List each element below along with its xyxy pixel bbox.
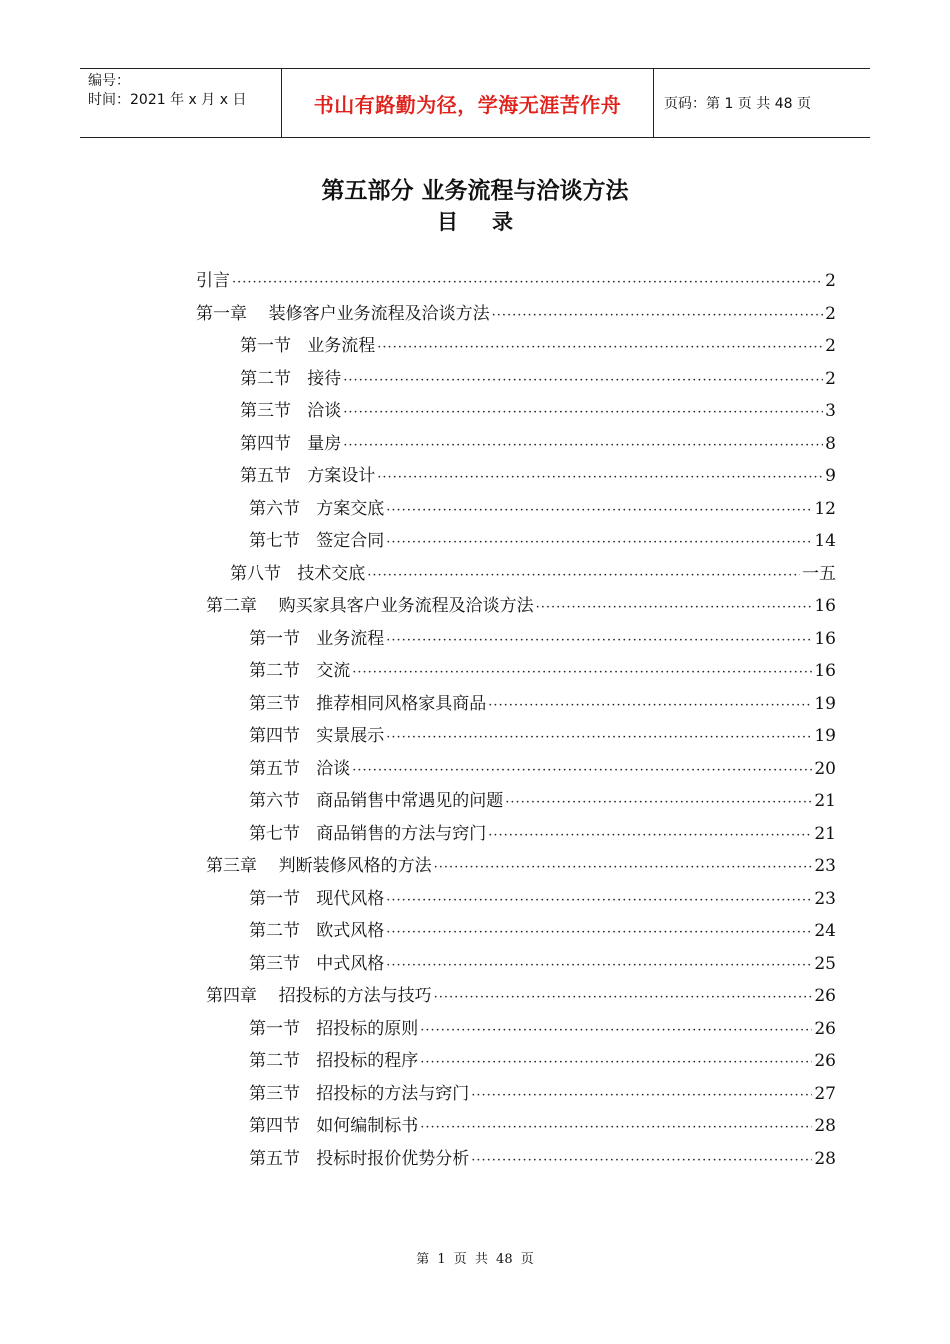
toc-entry-label: 第三章 判断装修风格的方法: [206, 856, 432, 876]
toc-entry-label: 第四节 实景展示: [249, 726, 385, 746]
toc-entry-page: 23: [814, 856, 836, 876]
toc-entry[interactable]: [249, 494, 836, 526]
toc-entry-page: 2: [825, 368, 836, 389]
toc-entry-page: 28: [814, 1148, 836, 1169]
toc-entry-page: 24: [814, 921, 836, 941]
toc-leader-dots: [471, 1088, 812, 1103]
toc-entry-label: 第一节 业务流程: [249, 628, 385, 649]
toc-entry-label: 第三节 洽谈: [240, 401, 342, 421]
toc-entry-page: 8: [825, 433, 836, 454]
page-header: [80, 68, 870, 138]
toc-leader-dots: [471, 1153, 812, 1168]
toc-entry-page: 一五: [802, 563, 836, 584]
toc-entry-page: 19: [814, 693, 836, 714]
toc-entry[interactable]: [249, 1014, 836, 1046]
toc-entry-page: 16: [814, 661, 836, 681]
toc-entry-label: 第七节 签定合同: [249, 531, 385, 551]
toc-leader-dots: [386, 893, 812, 908]
toc-entry[interactable]: [249, 526, 836, 558]
toc-entry-label: 第四章 招投标的方法与技巧: [206, 986, 432, 1006]
toc-entry-label: 第五节 投标时报价优势分析: [249, 1148, 470, 1169]
toc-entry-label: 第二节 招投标的程序: [249, 1051, 419, 1071]
toc-entry-label: 第一节 业务流程: [240, 336, 376, 356]
toc-leader-dots: [343, 405, 823, 420]
toc-entry-label: 第四节 如何编制标书: [249, 1116, 419, 1136]
toc-entry-page: 14: [814, 531, 836, 551]
toc-entry-label: 第二章 购买家具客户业务流程及洽谈方法: [206, 596, 534, 616]
toc-leader-dots: [492, 308, 824, 323]
toc-entry[interactable]: [240, 461, 836, 493]
document-title: 第五部分 业务流程与洽谈方法: [321, 178, 629, 204]
toc-leader-dots: [343, 373, 823, 388]
toc-leader-dots: [420, 1055, 812, 1070]
toc-entry-page: 26: [814, 1018, 836, 1039]
toc-entry-page: 16: [814, 628, 836, 649]
toc-leader-dots: [377, 470, 823, 485]
toc-entry-page: 9: [825, 466, 836, 486]
toc-entry-label: 第五节 方案设计: [240, 466, 376, 486]
toc-entry[interactable]: [249, 624, 836, 656]
toc-leader-dots: [488, 828, 812, 843]
time-label: 时间：2021 年 x 月 x 日: [88, 92, 247, 108]
toc-entry-label: 第三节 推荐相同风格家具商品: [249, 693, 487, 714]
header-meta: [80, 69, 282, 137]
toc-leader-dots: [377, 340, 823, 355]
toc-entry[interactable]: [240, 396, 836, 428]
toc-leader-dots: [536, 600, 813, 615]
toc-entry[interactable]: [249, 656, 836, 688]
toc-entry-label: 第六节 商品销售中常遇见的问题: [249, 791, 504, 811]
toc-entry-page: 23: [814, 888, 836, 909]
toc-entry-page: 26: [814, 986, 836, 1006]
toc-entry-label: 引言: [196, 271, 230, 291]
toc-entry-label: 第二节 接待: [240, 368, 342, 389]
toc-entry-label: 第一章 装修客户业务流程及洽谈方法: [196, 303, 490, 324]
code-label: 编号：: [88, 73, 130, 89]
toc-leader-dots: [352, 763, 812, 778]
toc-entry[interactable]: [249, 754, 836, 786]
toc-entry[interactable]: [196, 299, 836, 331]
toc-entry-page: 27: [814, 1083, 836, 1104]
toc-entry[interactable]: [249, 1079, 836, 1111]
toc-entry[interactable]: [249, 1111, 836, 1143]
toc-entry[interactable]: [240, 429, 836, 461]
toc-entry-page: 28: [814, 1116, 836, 1136]
motto: 书山有路勤为径，学海无涯苦作舟: [313, 92, 622, 117]
toc-entry-label: 第一节 招投标的原则: [249, 1018, 419, 1039]
toc-entry-label: 第二节 交流: [249, 661, 351, 681]
header-motto-cell: [282, 69, 654, 137]
toc-entry-label: 第三节 招投标的方法与窍门: [249, 1083, 470, 1104]
toc-leader-dots: [505, 795, 812, 810]
toc-heading: 目录: [437, 210, 547, 234]
toc-leader-dots: [343, 438, 823, 453]
toc-entry-page: 12: [814, 498, 836, 519]
toc-entry[interactable]: [249, 949, 836, 981]
toc-entry[interactable]: [249, 689, 836, 721]
toc-entry[interactable]: [249, 819, 836, 851]
toc-leader-dots: [434, 860, 813, 875]
toc-entry[interactable]: [249, 884, 836, 916]
toc-entry-page: 2: [825, 336, 836, 356]
toc-entry-label: 第七节 商品销售的方法与窍门: [249, 823, 487, 844]
toc-entry-page: 2: [825, 271, 836, 291]
toc-entry-label: 第六节 方案交底: [249, 498, 385, 519]
toc-entry-page: 20: [814, 758, 836, 779]
toc-leader-dots: [420, 1023, 812, 1038]
toc-entry-label: 第二节 欧式风格: [249, 921, 385, 941]
toc-leader-dots: [386, 633, 812, 648]
toc-entry[interactable]: [249, 1046, 836, 1078]
toc-entry[interactable]: [249, 786, 836, 818]
toc-leader-dots: [386, 958, 812, 973]
toc-entry-page: 19: [814, 726, 836, 746]
toc-entry[interactable]: [249, 916, 836, 948]
toc-leader-dots: [386, 925, 812, 940]
toc-entry-page: 21: [814, 791, 836, 811]
toc-entry-page: 21: [814, 823, 836, 844]
toc-entry-page: 26: [814, 1051, 836, 1071]
toc-leader-dots: [352, 665, 812, 680]
toc-entry-page: 25: [814, 953, 836, 974]
toc-entry[interactable]: [230, 559, 836, 591]
toc-leader-dots: [386, 535, 812, 550]
header-page-info: [654, 69, 870, 137]
toc-entry[interactable]: [206, 981, 836, 1013]
toc-leader-dots: [434, 990, 813, 1005]
toc-entry-label: 第三节 中式风格: [249, 953, 385, 974]
toc-entry[interactable]: [206, 851, 836, 883]
toc-entry-page: 3: [825, 401, 836, 421]
toc-entry-page: 16: [814, 596, 836, 616]
toc-entry-label: 第八节 技术交底: [230, 563, 366, 584]
toc-leader-dots: [232, 275, 823, 290]
toc-leader-dots: [420, 1120, 812, 1135]
toc-leader-dots: [386, 730, 812, 745]
toc-entry-label: 第五节 洽谈: [249, 758, 351, 779]
toc-entry[interactable]: [249, 1144, 836, 1176]
toc-entry[interactable]: [196, 266, 836, 298]
page-info: 页码：第 1 页 共 48 页: [664, 96, 811, 112]
toc-leader-dots: [367, 568, 800, 583]
toc-entry[interactable]: [240, 364, 836, 396]
toc-entry-label: 第一节 现代风格: [249, 888, 385, 909]
toc-entry-label: 第四节 量房: [240, 433, 342, 454]
toc-entry[interactable]: [240, 331, 836, 363]
toc-leader-dots: [488, 698, 812, 713]
toc-leader-dots: [386, 503, 812, 518]
toc-entry-page: 2: [825, 303, 836, 324]
page-footer: 第 1 页 共 48 页: [416, 1252, 534, 1267]
toc-entry[interactable]: [249, 721, 836, 753]
toc-entry[interactable]: [206, 591, 836, 623]
